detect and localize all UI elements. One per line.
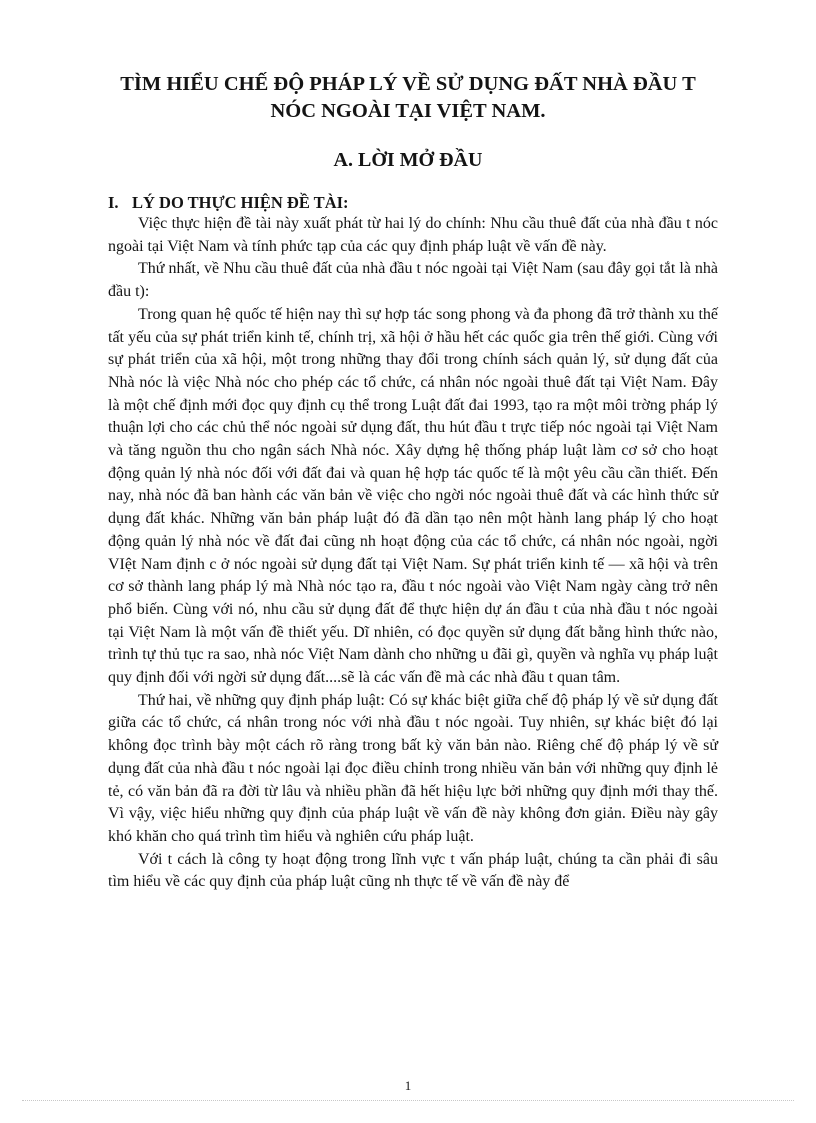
heading-number: I.	[108, 193, 119, 212]
paragraph-consulting-role: Với t cách là công ty hoạt động trong lĩnh vực t vấn pháp luật, chúng ta cần phải đi sâu tìm hiểu về các quy định của pháp luật cũng nh thực tế về vấn đề này để	[108, 850, 718, 891]
heading-text: LÝ DO THỰC HIỆN ĐỀ TÀI:	[132, 193, 349, 212]
section-heading	[108, 192, 349, 214]
document-title-line-2: NÓC NGOÀI TẠI VIỆT NAM.	[270, 100, 546, 122]
document-title-line-1: TÌM HIỂU CHẾ ĐỘ PHÁP LÝ VỀ SỬ DỤNG ĐẤT NHÀ ĐẦU T	[120, 73, 696, 95]
paragraph-intro: Việc thực hiện đề tài này xuất phát từ hai lý do chính: Nhu cầu thuê đất của nhà đầu t nóc ngoài tại Việt Nam và tính phức tạp của các quy định pháp luật về vấn đề này.	[108, 215, 718, 255]
paragraph-first-reason: Thứ nhất, về Nhu cầu thuê đất của nhà đầu t nóc ngoài tại Việt Nam (sau đây gọi tắt là nhà đầu t):	[108, 260, 718, 301]
page-number: 1	[404, 1078, 412, 1093]
document-body	[108, 213, 718, 894]
paragraph-second-reason: Thứ hai, về những quy định pháp luật: Có sự khác biệt giữa chế độ pháp lý về sử dụng đất giữa các tổ chức, cá nhân trong nóc với nhà đầu t nóc ngoài. Tuy nhiên, sự khác biệt đó lại không đọc trình bày một cách rõ ràng trong bất kỳ văn bản nào. Riêng chế độ pháp lý về sử dụng đất của nhà đầu t nóc ngoài lại đọc điều chỉnh trong nhiều văn bản với những quy định lẻ tẻ, có văn bản đã ra đời từ lâu và nhiều phần đã hết hiệu lực bởi những quy định mới thay thế. Vì vậy, việc hiểu những quy định của pháp luật về vấn đề này không đơn giản. Điều này gây khó khăn cho quá trình tìm hiểu và nghiên cứu pháp luật.	[108, 691, 718, 845]
section-title: A. LỜI MỞ ĐẦU	[333, 149, 483, 171]
paragraph-international-relations: Trong quan hệ quốc tế hiện nay thì sự hợp tác song phong và đa phong đã trở thành xu thế tất yếu của sự phát triển kinh tế, chính trị, xã hội ở hầu hết các quốc gia trên thế giới. Cùng với sự phát triển của xã hội, một trong những thay đổi trong chính sách quản lý, sử dụng đất của Nhà nóc là việc Nhà nóc cho phép các tổ chức, cá nhân nóc ngoài thuê đất tại Việt Nam. Đây là một chế định mới đọc quy định cụ thể trong Luật đất đai 1993, tạo ra một môi trờng pháp lý thuận lợi cho các chủ thể nóc ngoài sử dụng đất, thu hút đầu t trực tiếp nóc ngoài tại Việt Nam và tăng nguồn thu cho ngân sách Nhà nóc. Xây dựng hệ thống pháp luật làm cơ sở cho hoạt động quản lý nhà nóc đối với đất đai và quan hệ hợp tác quốc tế là một yêu cầu cần thiết. Đến nay, nhà nóc đã ban hành các văn bản về việc cho ngời nóc ngoài thuê đất và các hình thức sử dụng đất khác. Những văn bản pháp luật đó đã dần tạo nên một hành lang pháp lý cho hoạt động quản lý nhà nóc về đất đai cũng nh hoạt động của các tổ chức, cá nhân nóc ngoài, ngời VIệt Nam định c ở nóc ngoài sử dụng đất tại Việt Nam. Sự phát triển kinh tế — xã hội và trên cơ sở thành lang pháp lý mà Nhà nóc tạo ra, đầu t nóc ngoài vào Việt Nam ngày càng trở nên phổ biến. Cùng với nó, nhu cầu sử dụng đất để thực hiện dự án đầu t của nhà đầu t nóc ngoài tại Việt Nam là một vấn đề thiết yếu. Dĩ nhiên, có đọc quyền sử dụng đất bằng hình thức nào, trình tự thủ tục ra sao, nhà nóc Việt Nam dành cho những u đãi gì, quyền và nghĩa vụ pháp luật quy định đối với ngời sử dụng đất....sẽ là các vấn đề mà các nhà đầu t quan tâm.	[108, 305, 718, 687]
page-divider	[22, 1100, 794, 1101]
